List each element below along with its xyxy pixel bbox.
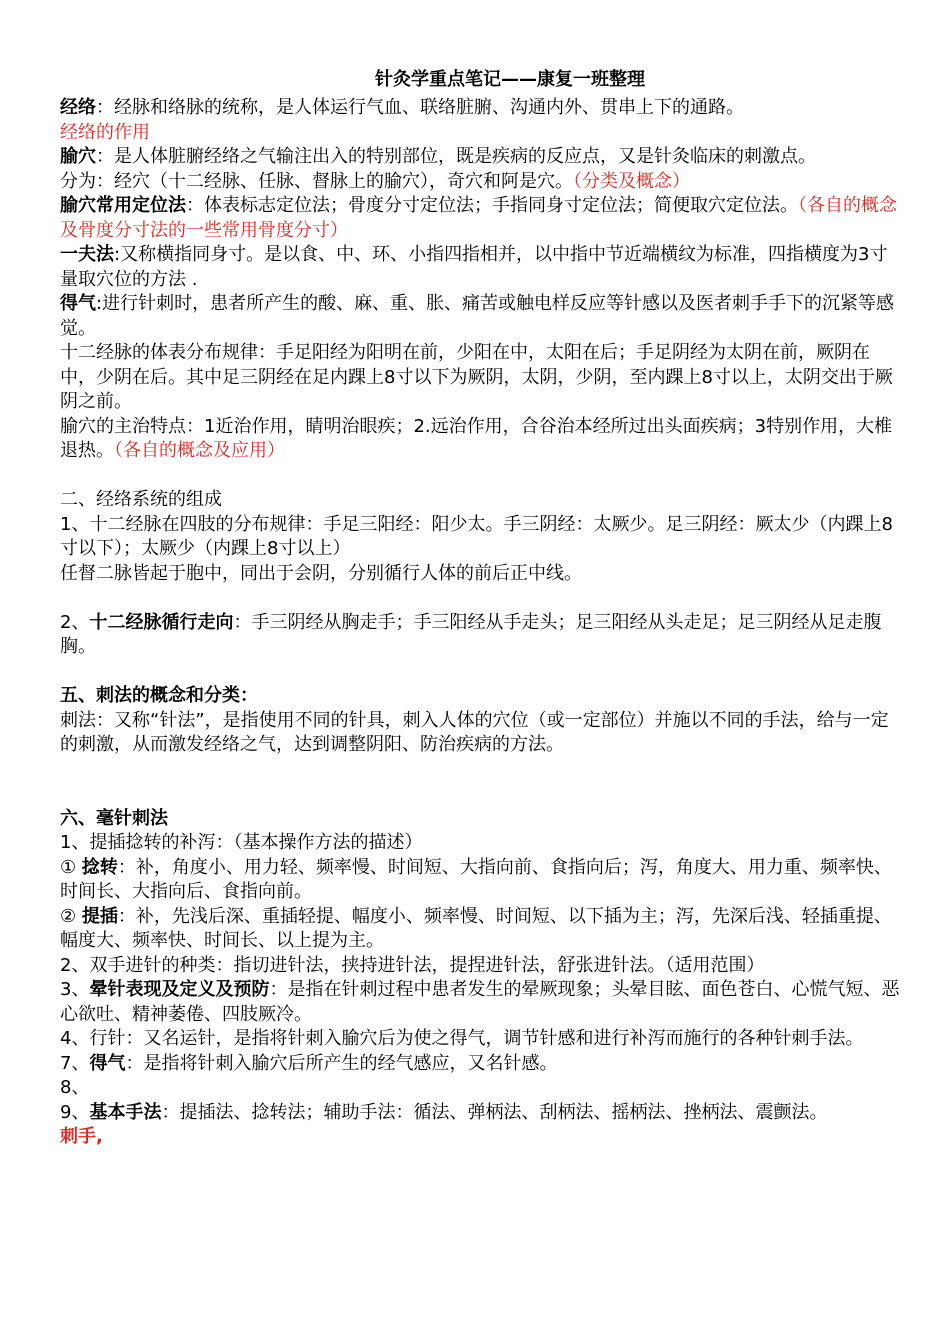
paragraph-deqi-2 [60, 1052, 900, 1077]
paragraph-location-methods [60, 194, 900, 243]
heading: 五、刺法的概念和分类： [60, 685, 258, 706]
term: 腧穴 [60, 146, 96, 167]
spacer [60, 660, 900, 685]
number: ① [60, 856, 82, 878]
term: 经络 [60, 97, 96, 118]
paragraph-meridian-function [60, 121, 900, 146]
term: 晕针表现及定义及预防 [89, 979, 270, 1000]
paragraph-basic-techniques [60, 1101, 900, 1126]
paragraph-fainting [60, 978, 900, 1027]
paragraph-twirling [60, 856, 900, 905]
paragraph-limb-distribution [60, 513, 900, 562]
term: 得气 [89, 1052, 126, 1074]
paragraph-needling-hand [60, 1125, 900, 1150]
paragraph-insertion [60, 954, 900, 979]
red-note: （分类及概念） [573, 170, 690, 192]
red-note: 刺手, [60, 1126, 103, 1147]
text: 二、经络系统的组成 [60, 489, 222, 510]
text: 任督二脉皆起于胞中，同出于会阴，分别循行人体的前后正中线。 [60, 562, 582, 584]
text: :进行针刺时，患者所产生的酸、麻、重、胀、痛苦或触电样反应等针感以及医者刺手手下的沉紧等感觉。 [60, 293, 895, 339]
term: 基本手法 [89, 1101, 162, 1123]
paragraph-classification [60, 170, 900, 195]
heading: 六、毫针刺法 [60, 807, 168, 829]
red-note: （各自的概念及应用） [114, 440, 285, 461]
paragraph-acupoint [60, 145, 900, 170]
term: 腧穴常用定位法 [60, 195, 186, 216]
paragraph-manipulation [60, 1027, 900, 1052]
paragraph-meridian [60, 96, 900, 121]
text: ：补，先浅后深、重插轻提、幅度小、频率慢、时间短、以下插为主；泻，先深后浅、轻插重提、幅度大、频率快、时间长、以上提为主。 [60, 905, 892, 951]
text: ：补，角度小、用力轻、频率慢、时间短、大指向前、食指向后；泻，角度大、用力重、频率快、时间长、大指向后、食指向前。 [60, 856, 892, 902]
text: ：是指在针刺过程中患者发生的晕厥现象；头晕目眩、面色苍白、心慌气短、恶心欲吐、精神萎倦、四肢厥冷。 [60, 979, 900, 1025]
paragraph-distribution [60, 341, 900, 415]
red-note: （各自的概念及骨度分寸法的一些常用骨度分寸） [60, 195, 897, 241]
text: 不同的手法，给与一定的刺激，从而激发经络之气，达到调整阴阳、防治疾病的方法。 [60, 709, 889, 755]
number: 3、 [60, 979, 90, 1000]
paragraph-item-8 [60, 1076, 900, 1101]
text: 腧穴的主治特点：1近治作用，睛明治眼疾；2.远治作用，合谷治本经所过出头面疾病；3特别作用，大椎退热。 [60, 415, 893, 461]
number: 2、 [60, 611, 90, 633]
spacer [60, 758, 900, 807]
term: 一夫法 [60, 244, 114, 265]
paragraph-flow-direction [60, 611, 900, 660]
text: 2、双手进针的种类：指切进针法，挟持进针法，提捏进针法，舒张进针法。（适用范围） [60, 954, 765, 976]
section-heading-5 [60, 684, 900, 709]
paragraph-needling-def [60, 709, 900, 758]
text: 分为：经穴（十二经脉、任脉、督脉上的腧穴），奇穴和阿是穴。 [60, 170, 573, 192]
text: ：手三阴经从胸走手；手三阳经从手走头；足三阳经从头走足；足三阴经从足走腹胸。 [60, 611, 882, 657]
spacer [60, 586, 900, 611]
text: ：体表标志定位法；骨度分寸定位法；手指同身寸定位法；简便取穴定位法。 [186, 195, 798, 216]
number: 7、 [60, 1052, 90, 1074]
text: ：提插法、捻转法；辅助手法：循法、弹柄法、刮柄法、摇柄法、挫柄法、震颤法。 [161, 1101, 828, 1123]
text: 4、行针：又名运针，是指将针刺入腧穴后为使之得气，调节针感和进行补泻而施行的各种针刺手法。 [60, 1028, 864, 1049]
spacer [60, 464, 900, 489]
text: 1、十二经脉在四肢的分布规律：手足三阳经：阳少太。手三阴经：太厥少。足三阴经：厥太少（内踝上8寸以下）；太厥少（内踝上8寸以上） [60, 513, 893, 559]
term: 得气 [60, 293, 96, 314]
text: 1、提插捻转的补泻：（基本操作方法的描述） [60, 832, 423, 853]
paragraph-yifu-method [60, 243, 900, 292]
text: 是指使用不同的针具，刺入人体的穴位（或一定部位）并施以 [222, 709, 709, 731]
text: 8、 [60, 1077, 90, 1098]
number: ② [60, 905, 82, 927]
document-page [60, 68, 900, 1150]
paragraph-deqi [60, 292, 900, 341]
text: 刺法：又称“针法”， [60, 709, 223, 731]
text: :又称横指同身寸。是以食、中、环、小指四指相并，以中指中节近端横纹为标准，四指横度为3寸量取穴位的方法 . [60, 244, 888, 290]
term: 捻转 [81, 856, 118, 878]
paragraph-ren-du [60, 562, 900, 587]
paragraph-tonify-reduce [60, 831, 900, 856]
number: 9、 [60, 1101, 90, 1123]
text: 十二经脉的体表分布规律：手足阳经为阳明在前，少阳在中，太阳在后；手足阴经为太阴在前，厥阴在中，少阴在后。其中足三阴经在足内踝上8寸以下为厥阴，太阴，少阴，至内踝上8寸以上，太阴交出于厥阴之前。 [60, 342, 893, 412]
section-heading-6 [60, 807, 900, 832]
text: ：经脉和络脉的统称，是人体运行气血、联络脏腑、沟通内外、贯串上下的通路。 [96, 97, 744, 118]
red-note: 经络的作用 [60, 121, 150, 143]
paragraph-indications [60, 415, 900, 464]
section-heading-2 [60, 488, 900, 513]
term: 提插 [81, 905, 118, 927]
text: ：是指将针刺入腧穴后所产生的经气感应，又名针感。 [125, 1052, 558, 1074]
paragraph-lifting [60, 905, 900, 954]
term: 十二经脉循行走向 [89, 611, 234, 633]
text: ：是人体脏腑经络之气输注出入的特别部位，既是疾病的反应点，又是针灸临床的刺激点。 [96, 146, 816, 167]
page-title: 针灸学重点笔记——康复一班整理 [375, 69, 645, 90]
